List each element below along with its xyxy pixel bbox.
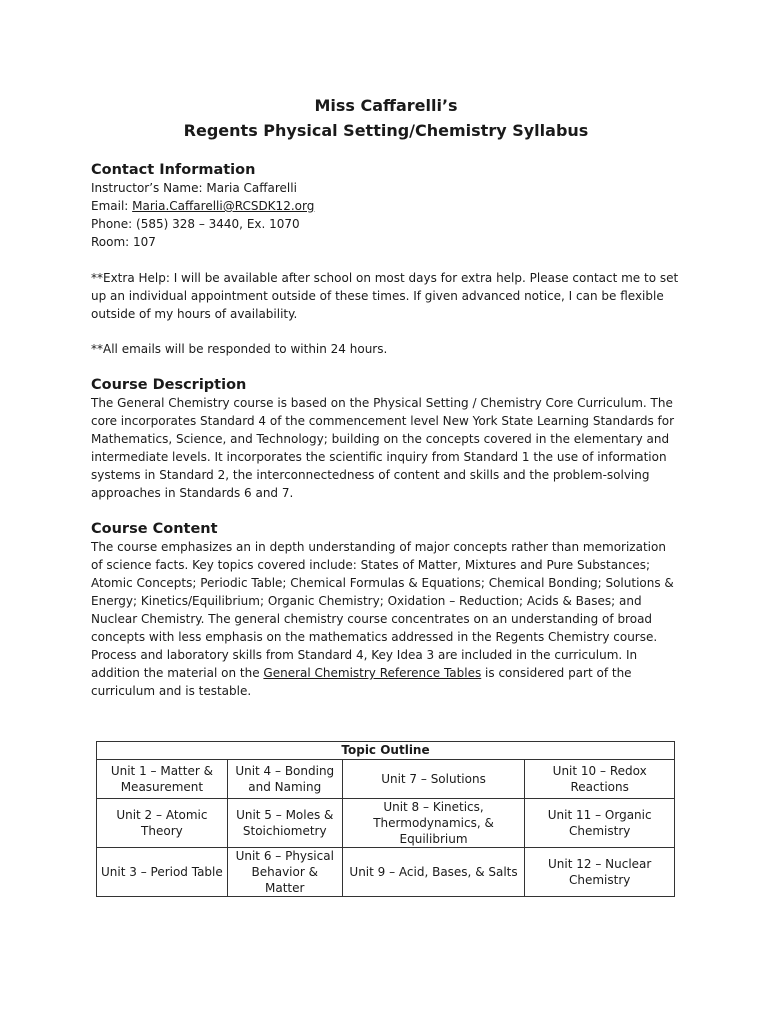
course-content-text-part-1: The course emphasizes an in depth understanding of major concepts rather than memorization of science facts. Key topics covered include: States of Matter, Mixtures and Pure Substances; Atomic Concepts; Periodic Table; Chemical Formulas & Equations; Chemical Bonding; Solutions & Energy; Kinetics/Equilibrium; Organic Chemistry; Oxidation – Reduction; Acids & Bases; and Nuclear Chemistry. The general chemistry course concentrates on an understanding of broad concepts with less emphasis on the mathematics addressed in the Regents Chemistry course. Process and laboratory skills from Standard 4, Key Idea 3 are included in the curriculum. In addition the material on the <box>91 540 674 680</box>
topic-cell: Unit 3 – Period Table <box>97 848 228 897</box>
topic-cell: Unit 12 – Nuclear Chemistry <box>525 848 675 897</box>
table-row <box>97 760 675 799</box>
syllabus-page <box>91 93 681 700</box>
course-content-text-part-2: is considered part of the curriculum and is testable. <box>91 666 632 698</box>
course-content-text <box>91 538 681 700</box>
topic-outline-heading: Topic Outline <box>97 742 675 760</box>
topic-cell: Unit 2 – Atomic Theory <box>97 799 228 848</box>
table-row <box>97 848 675 897</box>
topic-cell: Unit 1 – Matter & Measurement <box>97 760 228 799</box>
topic-cell: Unit 6 – Physical Behavior & Matter <box>227 848 342 897</box>
topic-cell: Unit 11 – Organic Chemistry <box>525 799 675 848</box>
topic-cell: Unit 10 – Redox Reactions <box>525 760 675 799</box>
instructor-name: Instructor’s Name: Maria Caffarelli <box>91 181 297 195</box>
email-line <box>91 197 681 215</box>
topic-cell: Unit 5 – Moles & Stoichiometry <box>227 799 342 848</box>
contact-heading: Contact Information <box>91 162 256 178</box>
topic-cell: Unit 9 – Acid, Bases, & Salts <box>342 848 525 897</box>
room-line: Room: 107 <box>91 235 156 249</box>
reference-tables-link[interactable]: General Chemistry Reference Tables <box>263 666 482 680</box>
course-description-heading: Course Description <box>91 377 247 393</box>
email-link[interactable]: Maria.Caffarelli@RCSDK12.org <box>132 199 315 213</box>
topic-cell: Unit 7 – Solutions <box>342 760 525 799</box>
phone-line: Phone: (585) 328 – 3440, Ex. 1070 <box>91 217 300 231</box>
course-description-text: The General Chemistry course is based on the Physical Setting / Chemistry Core Curriculum. The core incorporates Standard 4 of the commencement level New York State Learning Standards for Mathematics, Science, and Technology; building on the concepts covered in the elementary and intermediate levels. It incorporates the scientific inquiry from Standard 1 the use of information systems in Standard 2, the interconnectedness of content and skills and the problem-solving approaches in Standards 6 and 7. <box>91 396 675 500</box>
topic-cell: Unit 4 – Bonding and Naming <box>227 760 342 799</box>
page-title-line-2: Regents Physical Setting/Chemistry Syllabus <box>183 121 589 140</box>
emails-note: **All emails will be responded to within 24 hours. <box>91 342 388 356</box>
table-row <box>97 799 675 848</box>
course-content-heading: Course Content <box>91 521 218 537</box>
email-label: Email: <box>91 199 133 213</box>
topic-cell: Unit 8 – Kinetics, Thermodynamics, & Equilibrium <box>342 799 525 848</box>
extra-help-note: **Extra Help: I will be available after school on most days for extra help. Please contact me to set up an individual appointment outside of these times. If given advanced notice, I can be flexible outside of my hours of availability. <box>91 271 679 321</box>
topic-outline-table <box>96 741 675 897</box>
page-title-line-1: Miss Caffarelli’s <box>314 96 458 115</box>
